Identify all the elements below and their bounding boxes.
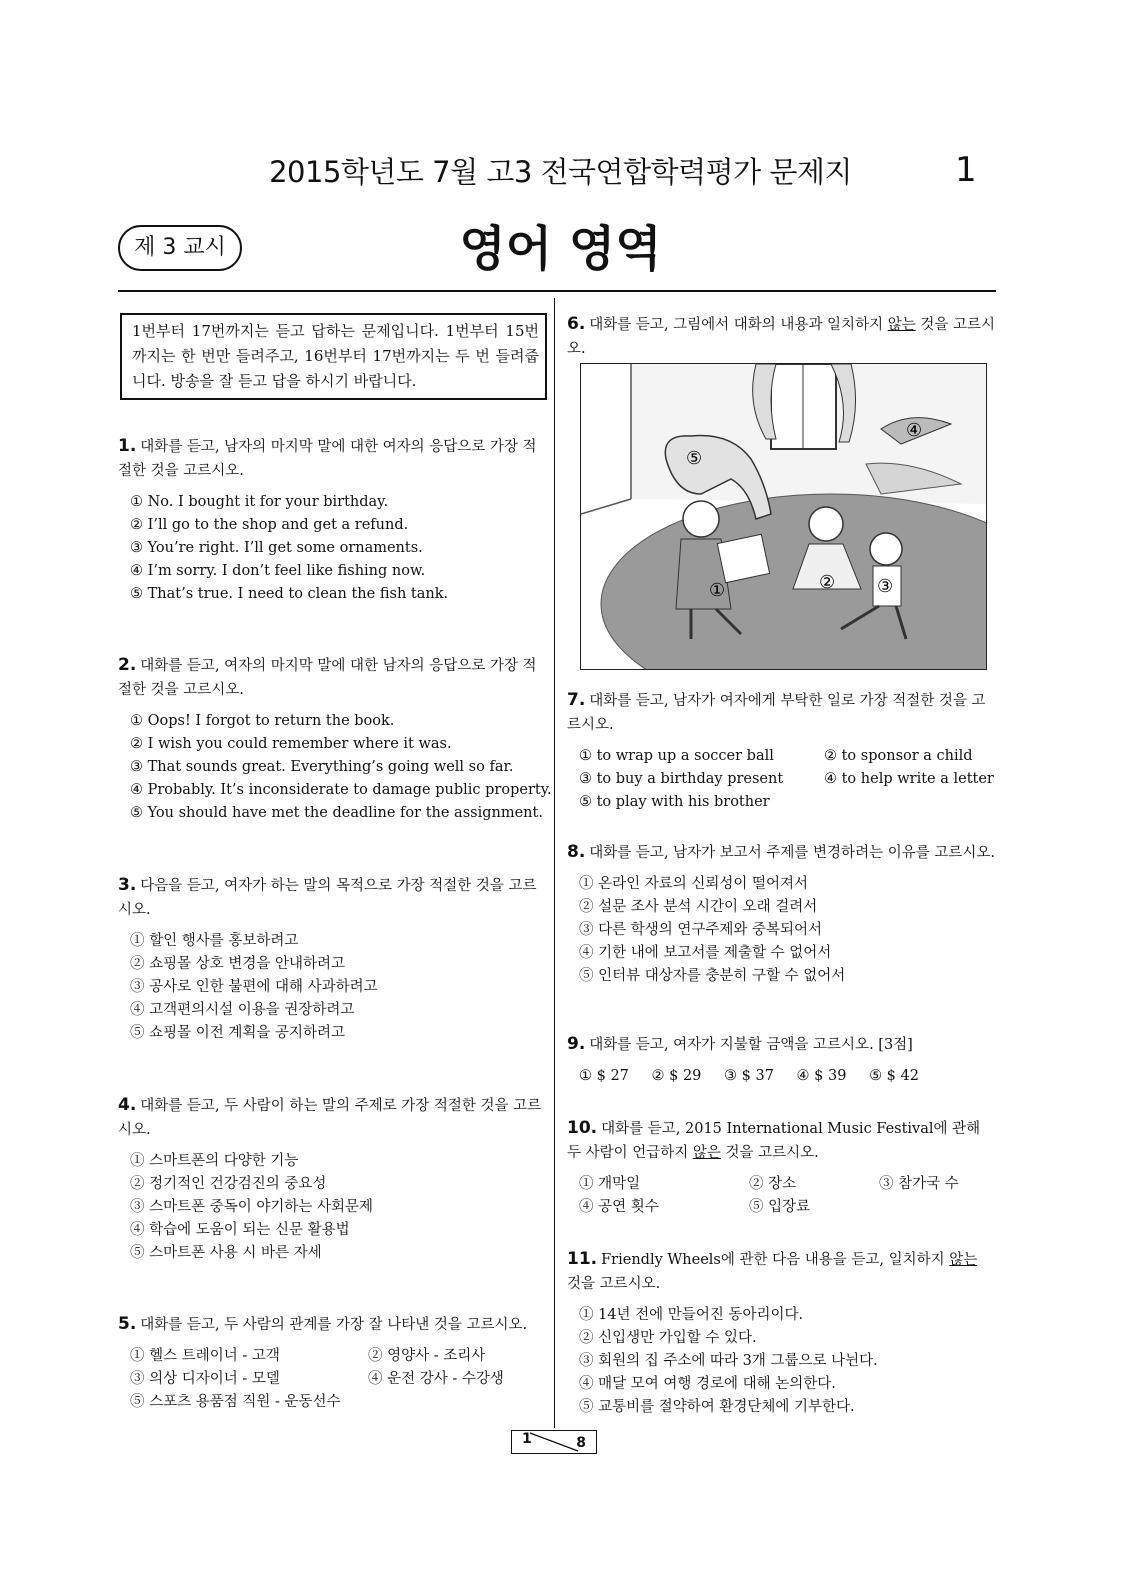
question-number: 7.	[567, 690, 586, 710]
option-4: ④ Probably. It’s inconsiderate to damage public property.	[130, 782, 552, 798]
emphasis-underline: 않는	[887, 317, 916, 333]
option-3: ③ to buy a birthday present	[579, 771, 784, 787]
marker-1: ①	[709, 580, 726, 601]
instructions-box: 1번부터 17번까지는 듣고 답하는 문제입니다. 1번부터 15번까지는 한 번만 들려주고, 16번부터 17번까지는 두 번 들려줍니다. 방송을 잘 듣고 답을 하시기 바랍니다.	[120, 313, 547, 400]
option-5: ⑤ 교통비를 절약하여 환경단체에 기부한다.	[579, 1399, 855, 1415]
option-5: ⑤ to play with his brother	[579, 794, 770, 810]
option-5: ⑤ 입장료	[749, 1199, 811, 1215]
illustration	[580, 363, 987, 670]
option-4: ④ 기한 내에 보고서를 제출할 수 없어서	[579, 945, 832, 961]
question-stem: 대화를 듣고, 두 사람의 관계를 가장 잘 나타낸 것을 고르시오.	[140, 1317, 528, 1333]
option-3: ③ 의상 디자이너 - 모델	[130, 1371, 280, 1387]
option-4: ④ to help write a letter	[824, 771, 994, 787]
period-badge: 제 3 교시	[118, 225, 242, 271]
option-2: ② to sponsor a child	[824, 748, 973, 764]
question-number: 6.	[567, 314, 586, 334]
option-1: ① 할인 행사를 홍보하려고	[130, 933, 299, 949]
option-5: ⑤ 스마트폰 사용 시 바른 자세	[130, 1245, 322, 1261]
option-4: ④ 공연 횟수	[579, 1199, 659, 1215]
option-4: ④ $ 39	[796, 1068, 847, 1084]
option-1: ① 개막일	[579, 1176, 641, 1192]
option-1: ① 14년 전에 만들어진 동아리이다.	[579, 1307, 804, 1323]
question-5	[118, 1312, 548, 1414]
option-1: ① Oops! I forgot to return the book.	[130, 713, 395, 729]
option-1: ① to wrap up a soccer ball	[579, 748, 774, 764]
option-3: ③ 회원의 집 주소에 따라 3개 그룹으로 나뉜다.	[579, 1353, 878, 1369]
question-number: 11.	[567, 1249, 598, 1269]
option-5: ⑤ 쇼핑몰 이전 계획을 공지하려고	[130, 1025, 346, 1041]
option-4: ④ 고객편의시설 이용을 권장하려고	[130, 1002, 355, 1018]
question-number: 3.	[118, 875, 137, 895]
option-3: ③ 공사로 인한 불편에 대해 사과하려고	[130, 979, 378, 995]
question-stem-end: 것을 고르시오.	[567, 317, 995, 357]
marker-4: ④	[906, 420, 923, 441]
question-2	[118, 653, 552, 825]
emphasis-underline: 않은	[692, 1145, 721, 1161]
option-1: ① No. I bought it for your birthday.	[130, 494, 389, 510]
marker-2: ②	[819, 572, 836, 593]
question-number: 9.	[567, 1034, 586, 1054]
subject-title: 영어 영역	[459, 221, 662, 277]
marker-5: ⑤	[686, 448, 703, 469]
question-stem: 다음을 듣고, 여자가 하는 말의 목적으로 가장 적절한 것을 고르시오.	[118, 878, 537, 918]
option-2: ② 설문 조사 분석 시간이 오래 걸려서	[579, 899, 818, 915]
question-stem-end: 것을 고르시오.	[720, 1145, 819, 1161]
option-2: ② $ 29	[651, 1068, 702, 1084]
page-number: 1	[955, 150, 977, 190]
question-11	[567, 1247, 995, 1419]
marker-3: ③	[877, 576, 894, 597]
option-1: ① $ 27	[579, 1068, 629, 1084]
column-divider	[554, 298, 555, 1428]
option-2: ② I’ll go to the shop and get a refund.	[130, 517, 409, 533]
question-number: 5.	[118, 1314, 137, 1334]
footer-page: 1	[522, 1431, 532, 1447]
option-3: ③ 다른 학생의 연구주제와 중복되어서	[579, 922, 823, 938]
question-number: 10.	[567, 1118, 598, 1138]
option-3: ③ 참가국 수	[879, 1176, 959, 1192]
option-2: ② 신입생만 가입할 수 있다.	[579, 1330, 757, 1346]
option-2: ② 장소	[749, 1176, 797, 1192]
question-number: 8.	[567, 842, 586, 862]
question-8	[567, 840, 995, 988]
option-2: ② 영양사 - 조리사	[368, 1348, 486, 1364]
option-2: ② I wish you could remember where it was.	[130, 736, 452, 752]
option-5: ⑤ $ 42	[869, 1068, 919, 1084]
question-9	[567, 1032, 995, 1088]
question-stem: Friendly Wheels에 관한 다음 내용을 듣고, 일치하지	[601, 1252, 950, 1268]
option-5: ⑤ That’s true. I need to clean the fish tank.	[130, 586, 449, 602]
question-stem-end: 것을 고르시오.	[567, 1276, 661, 1292]
question-stem: 대화를 듣고, 그림에서 대화의 내용과 일치하지	[589, 317, 888, 333]
option-1: ① 온라인 자료의 신뢰성이 떨어져서	[579, 876, 809, 892]
question-stem: 대화를 듣고, 남자가 여자에게 부탁한 일로 가장 적절한 것을 고르시오.	[567, 693, 986, 733]
option-1: ① 헬스 트레이너 - 고객	[130, 1348, 280, 1364]
option-5: ⑤ 인터뷰 대상자를 충분히 구할 수 없어서	[579, 968, 846, 984]
option-3: ③ 스마트폰 중독이 야기하는 사회문제	[130, 1199, 374, 1215]
option-4: ④ 학습에 도움이 되는 신문 활용법	[130, 1222, 350, 1238]
question-1	[118, 434, 543, 606]
question-3	[118, 873, 543, 1045]
header-divider	[118, 290, 996, 292]
exam-title: 2015학년도 7월 고3 전국연합학력평가 문제지	[269, 155, 852, 189]
question-number: 4.	[118, 1095, 137, 1115]
option-3: ③ That sounds great. Everything’s going well so far.	[130, 759, 514, 775]
option-3: ③ $ 37	[724, 1068, 774, 1084]
question-10	[567, 1116, 995, 1219]
footer-total: 8	[576, 1435, 586, 1451]
footer-page-box	[511, 1430, 597, 1454]
option-4: ④ 운전 강사 - 수강생	[368, 1371, 504, 1387]
option-5: ⑤ You should have met the deadline for the assignment.	[130, 805, 543, 821]
question-number: 2.	[118, 655, 137, 675]
option-3: ③ You’re right. I’ll get some ornaments.	[130, 540, 423, 556]
option-1: ① 스마트폰의 다양한 기능	[130, 1153, 299, 1169]
question-stem: 대화를 듣고, 여자의 마지막 말에 대한 남자의 응답으로 가장 적절한 것을 고르시오.	[118, 658, 537, 698]
option-5: ⑤ 스포츠 용품점 직원 - 운동선수	[130, 1394, 341, 1410]
question-4	[118, 1093, 543, 1265]
scene-illustration	[581, 364, 986, 669]
emphasis-underline: 않는	[949, 1252, 978, 1268]
question-7	[567, 688, 995, 814]
option-4: ④ I’m sorry. I don’t feel like fishing now.	[130, 563, 426, 579]
option-4: ④ 매달 모여 여행 경로에 대해 논의한다.	[579, 1376, 836, 1392]
question-stem: 대화를 듣고, 남자의 마지막 말에 대한 여자의 응답으로 가장 적절한 것을 고르시오.	[118, 439, 537, 479]
option-2: ② 쇼핑몰 상호 변경을 안내하려고	[130, 956, 346, 972]
question-stem: 대화를 듣고, 남자가 보고서 주제를 변경하려는 이유를 고르시오.	[589, 845, 995, 861]
question-6	[567, 312, 995, 361]
question-number: 1.	[118, 436, 137, 456]
question-stem: 대화를 듣고, 여자가 지불할 금액을 고르시오. [3점]	[589, 1037, 913, 1053]
question-stem: 대화를 듣고, 2015 International Music Festival에 관해 두 사람이 언급하지	[567, 1121, 981, 1161]
question-stem: 대화를 듣고, 두 사람이 하는 말의 주제로 가장 적절한 것을 고르시오.	[118, 1098, 542, 1138]
option-2: ② 정기적인 건강검진의 중요성	[130, 1176, 327, 1192]
